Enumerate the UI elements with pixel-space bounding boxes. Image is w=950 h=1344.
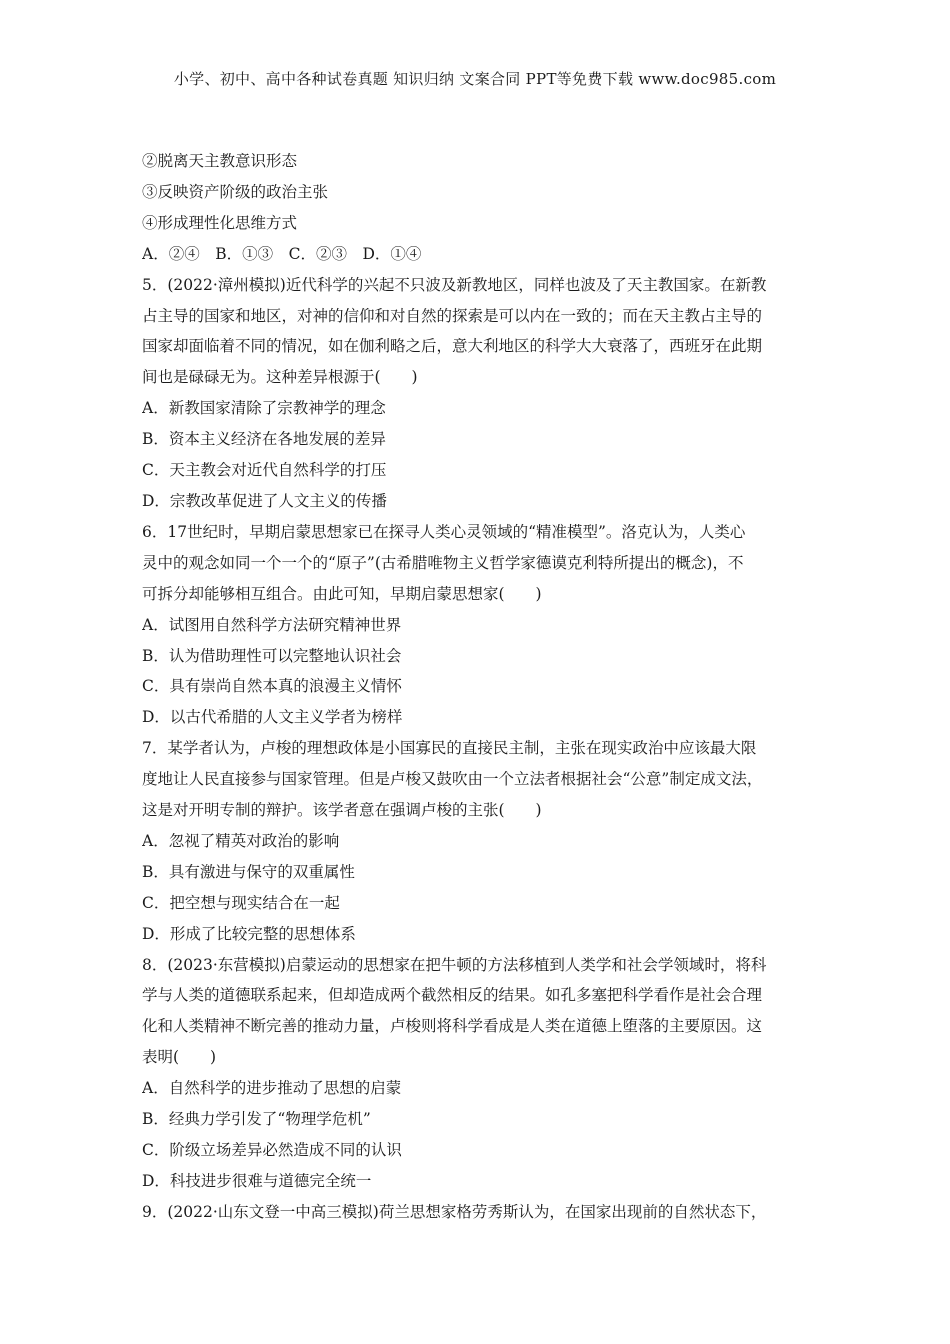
- question-stem-line: 6．17世纪时，早期启蒙思想家已在探寻人类心灵领域的“精准模型”。洛克认为，人类心: [142, 522, 746, 541]
- question-stem-line: 学与人类的道德联系起来，但却造成两个截然相反的结果。如孔多塞把科学看作是社会合理: [142, 986, 763, 1005]
- answer-option: D．科技进步很难与道德完全统一: [142, 1171, 372, 1190]
- statement-item: ②脱离天主教意识形态: [142, 152, 298, 170]
- answer-option: B．经典力学引发了“物理学危机”: [142, 1110, 371, 1129]
- question-stem-line: 表明( ): [142, 1048, 217, 1067]
- document-body: [142, 146, 824, 1228]
- question-stem-line: 间也是碌碌无为。这种差异根源于( ): [142, 368, 418, 387]
- answer-option: C．阶级立场差异必然造成不同的认识: [142, 1141, 402, 1159]
- answer-option: B．具有激进与保守的双重属性: [142, 862, 355, 881]
- question-stem-line: 占主导的国家和地区，对神的信仰和对自然的探索是可以内在一致的；而在天主教占主导的: [142, 306, 763, 325]
- question-stem-line: 灵中的观念如同一个一个的“原子”(古希腊唯物主义哲学家德谟克利特所提出的概念)，不: [142, 553, 744, 572]
- statement-item: ④形成理性化思维方式: [142, 213, 298, 232]
- answer-option: A．新教国家清除了宗教神学的理念: [142, 399, 386, 418]
- answer-option: D．以古代希腊的人文主义学者为榜样: [142, 708, 403, 727]
- answer-option: B．认为借助理性可以完整地认识社会: [142, 646, 402, 665]
- question-7: [142, 733, 824, 949]
- answer-option: D．宗教改革促进了人文主义的传播: [142, 491, 387, 510]
- question-6: [142, 517, 824, 733]
- question-4-tail: [142, 146, 824, 270]
- answer-option: C．把空想与现实结合在一起: [142, 893, 340, 912]
- question-5: [142, 270, 824, 517]
- question-stem-line: 化和人类精神不断完善的推动力量，卢梭则将科学看成是人类在道德上堕落的主要原因。这: [142, 1017, 763, 1036]
- answer-option: B．资本主义经济在各地发展的差异: [142, 430, 386, 449]
- answer-options-row: A．②④ B．①③ C．②③ D．①④: [142, 244, 422, 263]
- question-stem-line: 这是对开明专制的辩护。该学者意在强调卢梭的主张( ): [142, 801, 542, 820]
- answer-option: A．自然科学的进步推动了思想的启蒙: [142, 1079, 402, 1098]
- question-stem-line: 8．(2023·东营模拟)启蒙运动的思想家在把牛顿的方法移植到人类学和社会学领域时，将科: [142, 955, 767, 974]
- answer-option: C．具有崇尚自然本真的浪漫主义情怀: [142, 677, 402, 696]
- question-stem-line: 国家却面临着不同的情况，如在伽利略之后，意大利地区的科学大大衰落了，西班牙在此期: [142, 337, 763, 356]
- question-stem-line: 7．某学者认为，卢梭的理想政体是小国寡民的直接民主制，主张在现实政治中应该最大限: [142, 739, 757, 758]
- question-stem-line: 度地让人民直接参与国家管理。但是卢梭又鼓吹由一个立法者根据社会“公意”制定成文法，: [142, 770, 763, 789]
- statement-item: ③反映资产阶级的政治主张: [142, 182, 329, 201]
- question-stem-line: 可拆分却能够相互组合。由此可知，早期启蒙思想家( ): [142, 584, 542, 603]
- question-stem-line: 9．(2022·山东文登一中高三模拟)荷兰思想家格劳秀斯认为，在国家出现前的自然状态下，: [142, 1202, 767, 1221]
- answer-option: A．忽视了精英对政治的影响: [142, 831, 340, 850]
- question-stem-line: 5．(2022·漳州模拟)近代科学的兴起不只波及新教地区，同样也波及了天主教国家。在新教: [142, 275, 767, 294]
- question-9: [142, 1197, 824, 1228]
- question-8: [142, 950, 824, 1197]
- page-header: 小学、初中、高中各种试卷真题 知识归纳 文案合同 PPT等免费下载 www.doc985.com: [173, 70, 777, 88]
- answer-option: A．试图用自然科学方法研究精神世界: [142, 615, 402, 634]
- answer-option: C．天主教会对近代自然科学的打压: [142, 461, 387, 480]
- answer-option: D．形成了比较完整的思想体系: [142, 924, 356, 943]
